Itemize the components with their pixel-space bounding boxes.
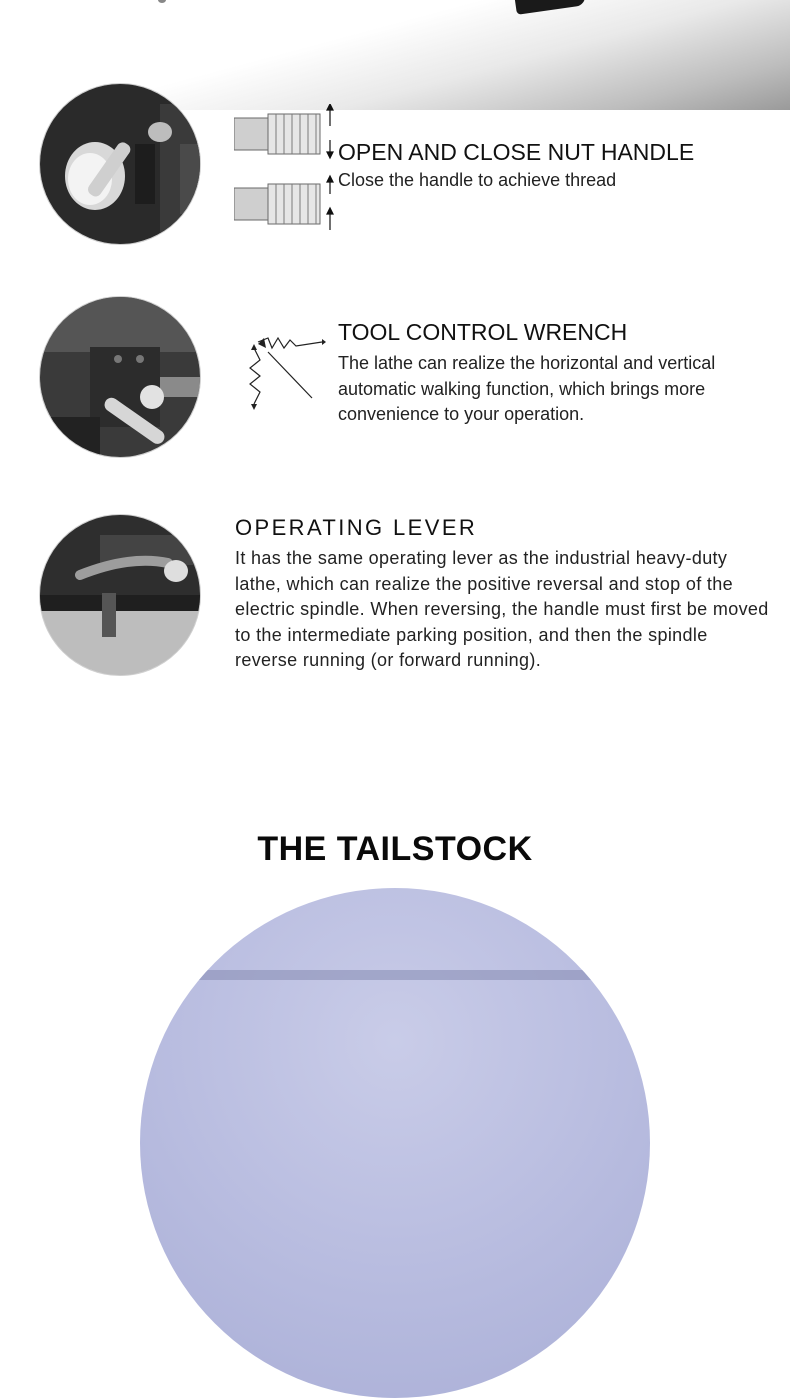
feature-title: OPEN AND CLOSE NUT HANDLE [338, 139, 695, 165]
tool-wrench-photo [39, 296, 201, 458]
tailstock-photo [140, 888, 650, 1398]
feature-description: The lathe can realize the horizontal and vertical automatic walking function, which brings more convenience to your operation. [338, 353, 716, 424]
banner-machine-part [514, 0, 587, 15]
nut-handle-photo [39, 83, 201, 245]
operating-lever-photo [39, 514, 201, 676]
feature-description: It has the same operating lever as the industrial heavy-duty lathe, which can realize the positive reversal and stop of the electric spindle. When reversing, the handle must first be moved to the intermediate parking position, and then the spindle reverse running (or forward running). [235, 548, 769, 670]
tool-wrench-diagram-icon [246, 334, 326, 419]
tailstock-detail [180, 970, 610, 980]
nut-handle-diagram-icon [234, 104, 334, 239]
banner-detail [158, 0, 166, 3]
feature-description: Close the handle to achieve thread [338, 170, 617, 190]
feature-title: TOOL CONTROL WRENCH [338, 319, 628, 345]
feature-title: OPERATING LEVER [235, 515, 478, 540]
section-title: THE TAILSTOCK [257, 830, 533, 868]
